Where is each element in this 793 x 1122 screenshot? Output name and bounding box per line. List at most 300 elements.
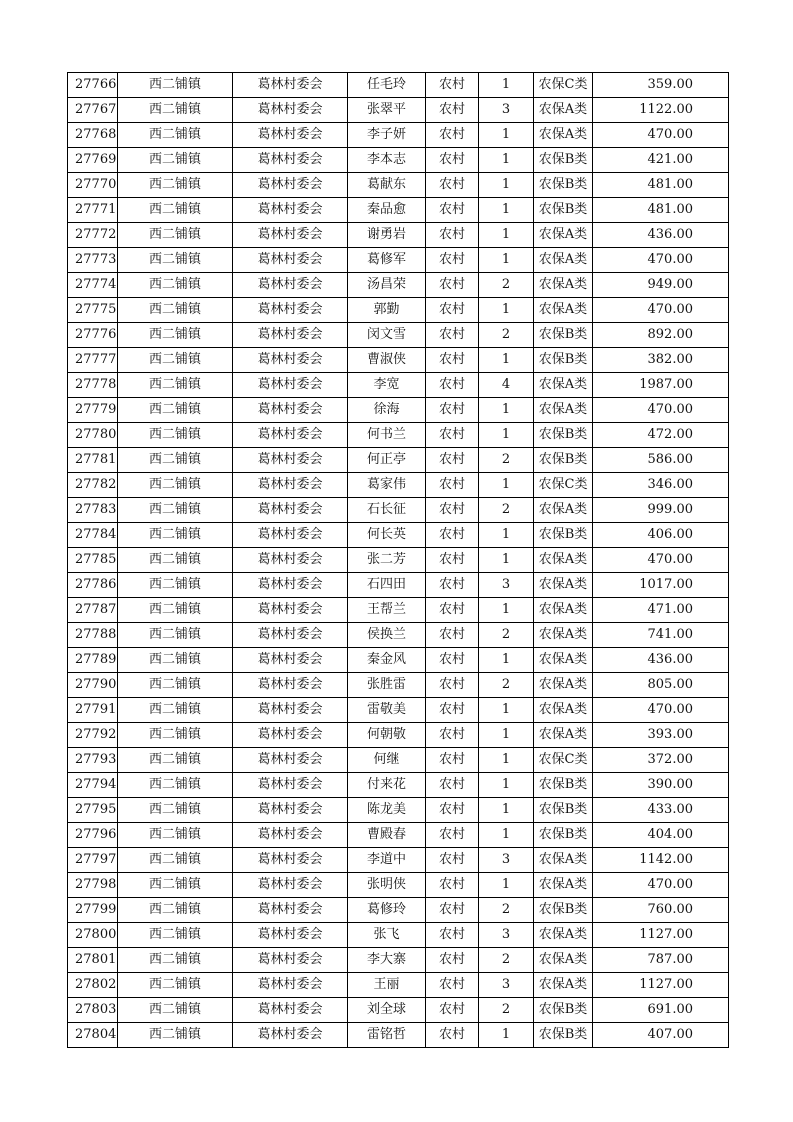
cell-household-type: 农村 (426, 873, 479, 898)
cell-household-type: 农村 (426, 323, 479, 348)
cell-record-id: 27773 (68, 248, 118, 273)
cell-town: 西二铺镇 (118, 948, 233, 973)
cell-town: 西二铺镇 (118, 598, 233, 623)
cell-village-committee: 葛林村委会 (233, 423, 348, 448)
cell-household-size: 1 (479, 473, 534, 498)
cell-village-committee: 葛林村委会 (233, 298, 348, 323)
cell-record-id: 27786 (68, 573, 118, 598)
cell-household-type: 农村 (426, 473, 479, 498)
cell-record-id: 27780 (68, 423, 118, 448)
cell-name: 葛献东 (348, 173, 426, 198)
cell-amount: 436.00 (593, 648, 729, 673)
cell-insurance-category: 农保A类 (534, 648, 593, 673)
cell-household-type: 农村 (426, 373, 479, 398)
cell-village-committee: 葛林村委会 (233, 623, 348, 648)
cell-name: 李本志 (348, 148, 426, 173)
table-row (68, 898, 729, 923)
cell-village-committee: 葛林村委会 (233, 123, 348, 148)
cell-town: 西二铺镇 (118, 298, 233, 323)
cell-village-committee: 葛林村委会 (233, 873, 348, 898)
cell-insurance-category: 农保B类 (534, 323, 593, 348)
cell-name: 葛修军 (348, 248, 426, 273)
cell-household-size: 3 (479, 98, 534, 123)
cell-household-size: 2 (479, 448, 534, 473)
cell-amount: 1017.00 (593, 573, 729, 598)
cell-town: 西二铺镇 (118, 773, 233, 798)
cell-amount: 481.00 (593, 173, 729, 198)
cell-amount: 382.00 (593, 348, 729, 373)
cell-household-type: 农村 (426, 548, 479, 573)
cell-insurance-category: 农保A类 (534, 123, 593, 148)
table-row (68, 773, 729, 798)
cell-record-id: 27804 (68, 1023, 118, 1048)
cell-amount: 1142.00 (593, 848, 729, 873)
benefit-table (67, 72, 729, 1048)
cell-town: 西二铺镇 (118, 648, 233, 673)
table-row (68, 498, 729, 523)
cell-household-size: 1 (479, 1023, 534, 1048)
cell-town: 西二铺镇 (118, 998, 233, 1023)
cell-record-id: 27795 (68, 798, 118, 823)
cell-household-size: 1 (479, 173, 534, 198)
cell-household-type: 农村 (426, 498, 479, 523)
cell-village-committee: 葛林村委会 (233, 523, 348, 548)
cell-household-size: 1 (479, 73, 534, 98)
cell-amount: 471.00 (593, 598, 729, 623)
table-row (68, 548, 729, 573)
table-row (68, 673, 729, 698)
cell-household-type: 农村 (426, 123, 479, 148)
cell-household-type: 农村 (426, 748, 479, 773)
cell-household-size: 1 (479, 748, 534, 773)
cell-amount: 999.00 (593, 498, 729, 523)
cell-record-id: 27775 (68, 298, 118, 323)
cell-household-size: 2 (479, 323, 534, 348)
cell-amount: 892.00 (593, 323, 729, 348)
cell-village-committee: 葛林村委会 (233, 498, 348, 523)
cell-town: 西二铺镇 (118, 198, 233, 223)
cell-record-id: 27777 (68, 348, 118, 373)
cell-name: 何长英 (348, 523, 426, 548)
table-row (68, 598, 729, 623)
cell-insurance-category: 农保A类 (534, 948, 593, 973)
cell-household-type: 农村 (426, 1023, 479, 1048)
cell-insurance-category: 农保C类 (534, 748, 593, 773)
cell-name: 曹淑侠 (348, 348, 426, 373)
cell-name: 张胜雷 (348, 673, 426, 698)
cell-insurance-category: 农保B类 (534, 523, 593, 548)
cell-name: 谢勇岩 (348, 223, 426, 248)
cell-village-committee: 葛林村委会 (233, 448, 348, 473)
table-row (68, 723, 729, 748)
cell-household-type: 农村 (426, 648, 479, 673)
cell-household-type: 农村 (426, 248, 479, 273)
cell-household-type: 农村 (426, 398, 479, 423)
cell-household-type: 农村 (426, 298, 479, 323)
cell-name: 闵文雪 (348, 323, 426, 348)
cell-insurance-category: 农保A类 (534, 273, 593, 298)
cell-village-committee: 葛林村委会 (233, 798, 348, 823)
cell-household-type: 农村 (426, 723, 479, 748)
cell-name: 付来花 (348, 773, 426, 798)
cell-name: 张飞 (348, 923, 426, 948)
cell-household-type: 农村 (426, 148, 479, 173)
cell-name: 陈龙美 (348, 798, 426, 823)
table-row (68, 398, 729, 423)
cell-name: 王帮兰 (348, 598, 426, 623)
cell-household-size: 3 (479, 973, 534, 998)
cell-record-id: 27792 (68, 723, 118, 748)
cell-village-committee: 葛林村委会 (233, 773, 348, 798)
cell-household-type: 农村 (426, 223, 479, 248)
cell-household-type: 农村 (426, 348, 479, 373)
cell-village-committee: 葛林村委会 (233, 248, 348, 273)
cell-record-id: 27799 (68, 898, 118, 923)
cell-insurance-category: 农保A类 (534, 548, 593, 573)
cell-record-id: 27766 (68, 73, 118, 98)
table-row (68, 173, 729, 198)
cell-household-size: 2 (479, 273, 534, 298)
table-row (68, 323, 729, 348)
cell-name: 李大寨 (348, 948, 426, 973)
cell-insurance-category: 农保A类 (534, 723, 593, 748)
cell-insurance-category: 农保B类 (534, 823, 593, 848)
cell-household-size: 3 (479, 923, 534, 948)
cell-household-type: 农村 (426, 273, 479, 298)
cell-household-type: 农村 (426, 173, 479, 198)
cell-household-size: 2 (479, 623, 534, 648)
cell-insurance-category: 农保A类 (534, 298, 593, 323)
cell-amount: 470.00 (593, 298, 729, 323)
cell-amount: 436.00 (593, 223, 729, 248)
cell-name: 李道中 (348, 848, 426, 873)
cell-record-id: 27781 (68, 448, 118, 473)
cell-name: 何书兰 (348, 423, 426, 448)
cell-record-id: 27790 (68, 673, 118, 698)
cell-amount: 470.00 (593, 873, 729, 898)
table-row (68, 848, 729, 873)
cell-village-committee: 葛林村委会 (233, 273, 348, 298)
cell-household-size: 1 (479, 798, 534, 823)
cell-household-size: 1 (479, 198, 534, 223)
cell-amount: 359.00 (593, 73, 729, 98)
cell-town: 西二铺镇 (118, 248, 233, 273)
cell-village-committee: 葛林村委会 (233, 823, 348, 848)
cell-record-id: 27801 (68, 948, 118, 973)
cell-town: 西二铺镇 (118, 98, 233, 123)
cell-household-size: 3 (479, 848, 534, 873)
cell-insurance-category: 农保B类 (534, 148, 593, 173)
cell-record-id: 27791 (68, 698, 118, 723)
table-row (68, 1023, 729, 1048)
cell-record-id: 27782 (68, 473, 118, 498)
table-row (68, 248, 729, 273)
cell-name: 徐海 (348, 398, 426, 423)
cell-household-size: 1 (479, 298, 534, 323)
cell-household-type: 农村 (426, 73, 479, 98)
table-row (68, 423, 729, 448)
cell-name: 李宽 (348, 373, 426, 398)
cell-amount: 1987.00 (593, 373, 729, 398)
cell-insurance-category: 农保B类 (534, 423, 593, 448)
cell-insurance-category: 农保C类 (534, 473, 593, 498)
cell-village-committee: 葛林村委会 (233, 473, 348, 498)
table-row (68, 873, 729, 898)
table-row (68, 698, 729, 723)
cell-insurance-category: 农保A类 (534, 373, 593, 398)
cell-name: 李子妍 (348, 123, 426, 148)
cell-household-size: 1 (479, 148, 534, 173)
cell-record-id: 27770 (68, 173, 118, 198)
cell-name: 刘全球 (348, 998, 426, 1023)
table-row (68, 648, 729, 673)
cell-name: 曹殿春 (348, 823, 426, 848)
cell-household-type: 农村 (426, 923, 479, 948)
cell-village-committee: 葛林村委会 (233, 673, 348, 698)
cell-village-committee: 葛林村委会 (233, 973, 348, 998)
cell-town: 西二铺镇 (118, 223, 233, 248)
cell-town: 西二铺镇 (118, 498, 233, 523)
cell-amount: 372.00 (593, 748, 729, 773)
cell-insurance-category: 农保A类 (534, 573, 593, 598)
cell-amount: 470.00 (593, 548, 729, 573)
cell-amount: 1127.00 (593, 973, 729, 998)
cell-household-size: 2 (479, 948, 534, 973)
cell-household-type: 农村 (426, 773, 479, 798)
cell-amount: 1127.00 (593, 923, 729, 948)
cell-town: 西二铺镇 (118, 423, 233, 448)
table-row (68, 973, 729, 998)
cell-village-committee: 葛林村委会 (233, 98, 348, 123)
cell-village-committee: 葛林村委会 (233, 848, 348, 873)
cell-insurance-category: 农保A类 (534, 698, 593, 723)
cell-town: 西二铺镇 (118, 748, 233, 773)
cell-amount: 421.00 (593, 148, 729, 173)
cell-insurance-category: 农保C类 (534, 73, 593, 98)
cell-village-committee: 葛林村委会 (233, 398, 348, 423)
cell-household-type: 农村 (426, 448, 479, 473)
cell-town: 西二铺镇 (118, 723, 233, 748)
table-row (68, 523, 729, 548)
cell-insurance-category: 农保A类 (534, 248, 593, 273)
table-row (68, 373, 729, 398)
cell-village-committee: 葛林村委会 (233, 723, 348, 748)
cell-household-size: 1 (479, 248, 534, 273)
cell-name: 郭勤 (348, 298, 426, 323)
cell-insurance-category: 农保A类 (534, 673, 593, 698)
cell-town: 西二铺镇 (118, 798, 233, 823)
cell-town: 西二铺镇 (118, 173, 233, 198)
cell-amount: 470.00 (593, 248, 729, 273)
cell-town: 西二铺镇 (118, 623, 233, 648)
cell-town: 西二铺镇 (118, 273, 233, 298)
cell-amount: 470.00 (593, 698, 729, 723)
cell-record-id: 27778 (68, 373, 118, 398)
cell-amount: 1122.00 (593, 98, 729, 123)
cell-town: 西二铺镇 (118, 473, 233, 498)
cell-record-id: 27803 (68, 998, 118, 1023)
cell-village-committee: 葛林村委会 (233, 748, 348, 773)
cell-household-type: 农村 (426, 848, 479, 873)
cell-insurance-category: 农保A类 (534, 848, 593, 873)
cell-amount: 741.00 (593, 623, 729, 648)
cell-record-id: 27798 (68, 873, 118, 898)
cell-household-size: 3 (479, 573, 534, 598)
cell-village-committee: 葛林村委会 (233, 73, 348, 98)
cell-household-type: 农村 (426, 698, 479, 723)
cell-name: 王丽 (348, 973, 426, 998)
table-row (68, 798, 729, 823)
cell-amount: 691.00 (593, 998, 729, 1023)
cell-insurance-category: 农保A类 (534, 973, 593, 998)
cell-household-type: 农村 (426, 98, 479, 123)
cell-town: 西二铺镇 (118, 573, 233, 598)
cell-amount: 470.00 (593, 398, 729, 423)
cell-record-id: 27794 (68, 773, 118, 798)
cell-amount: 390.00 (593, 773, 729, 798)
cell-town: 西二铺镇 (118, 448, 233, 473)
table-row (68, 73, 729, 98)
cell-town: 西二铺镇 (118, 873, 233, 898)
cell-amount: 760.00 (593, 898, 729, 923)
table-row (68, 223, 729, 248)
cell-household-size: 1 (479, 723, 534, 748)
cell-town: 西二铺镇 (118, 698, 233, 723)
cell-name: 汤昌荣 (348, 273, 426, 298)
cell-household-type: 农村 (426, 573, 479, 598)
cell-name: 侯换兰 (348, 623, 426, 648)
cell-record-id: 27788 (68, 623, 118, 648)
cell-town: 西二铺镇 (118, 673, 233, 698)
cell-town: 西二铺镇 (118, 548, 233, 573)
cell-village-committee: 葛林村委会 (233, 648, 348, 673)
cell-household-type: 农村 (426, 523, 479, 548)
cell-village-committee: 葛林村委会 (233, 948, 348, 973)
cell-amount: 433.00 (593, 798, 729, 823)
cell-insurance-category: 农保A类 (534, 873, 593, 898)
cell-insurance-category: 农保B类 (534, 1023, 593, 1048)
cell-insurance-category: 农保B类 (534, 348, 593, 373)
cell-name: 雷铭哲 (348, 1023, 426, 1048)
cell-household-type: 农村 (426, 198, 479, 223)
cell-household-size: 1 (479, 523, 534, 548)
cell-household-size: 1 (479, 598, 534, 623)
cell-record-id: 27769 (68, 148, 118, 173)
cell-household-type: 农村 (426, 623, 479, 648)
cell-insurance-category: 农保A类 (534, 623, 593, 648)
cell-amount: 404.00 (593, 823, 729, 848)
cell-village-committee: 葛林村委会 (233, 323, 348, 348)
cell-insurance-category: 农保B类 (534, 198, 593, 223)
cell-household-type: 农村 (426, 948, 479, 973)
cell-insurance-category: 农保B类 (534, 998, 593, 1023)
cell-village-committee: 葛林村委会 (233, 998, 348, 1023)
cell-amount: 406.00 (593, 523, 729, 548)
cell-record-id: 27784 (68, 523, 118, 548)
cell-record-id: 27797 (68, 848, 118, 873)
cell-village-committee: 葛林村委会 (233, 198, 348, 223)
cell-town: 西二铺镇 (118, 1023, 233, 1048)
cell-record-id: 27776 (68, 323, 118, 348)
table-row (68, 623, 729, 648)
cell-record-id: 27787 (68, 598, 118, 623)
cell-village-committee: 葛林村委会 (233, 348, 348, 373)
cell-town: 西二铺镇 (118, 523, 233, 548)
cell-household-size: 1 (479, 648, 534, 673)
cell-household-type: 农村 (426, 998, 479, 1023)
cell-household-size: 2 (479, 898, 534, 923)
table-row (68, 298, 729, 323)
cell-record-id: 27779 (68, 398, 118, 423)
cell-name: 任毛玲 (348, 73, 426, 98)
cell-town: 西二铺镇 (118, 148, 233, 173)
table-row (68, 348, 729, 373)
table-row (68, 198, 729, 223)
cell-village-committee: 葛林村委会 (233, 698, 348, 723)
cell-village-committee: 葛林村委会 (233, 923, 348, 948)
cell-household-size: 1 (479, 348, 534, 373)
cell-village-committee: 葛林村委会 (233, 573, 348, 598)
cell-household-type: 农村 (426, 673, 479, 698)
table-row (68, 923, 729, 948)
cell-name: 葛修玲 (348, 898, 426, 923)
cell-household-type: 农村 (426, 898, 479, 923)
cell-amount: 805.00 (593, 673, 729, 698)
cell-name: 何朝敬 (348, 723, 426, 748)
cell-record-id: 27768 (68, 123, 118, 148)
cell-household-type: 农村 (426, 598, 479, 623)
table-row (68, 473, 729, 498)
cell-household-size: 2 (479, 998, 534, 1023)
cell-household-size: 1 (479, 548, 534, 573)
cell-record-id: 27783 (68, 498, 118, 523)
table-row (68, 748, 729, 773)
cell-name: 何继 (348, 748, 426, 773)
cell-name: 张明侠 (348, 873, 426, 898)
cell-household-size: 1 (479, 423, 534, 448)
cell-name: 雷敬美 (348, 698, 426, 723)
cell-household-type: 农村 (426, 798, 479, 823)
cell-amount: 407.00 (593, 1023, 729, 1048)
cell-town: 西二铺镇 (118, 898, 233, 923)
cell-town: 西二铺镇 (118, 373, 233, 398)
cell-record-id: 27802 (68, 973, 118, 998)
cell-name: 石长征 (348, 498, 426, 523)
cell-village-committee: 葛林村委会 (233, 548, 348, 573)
table-row (68, 123, 729, 148)
cell-household-size: 1 (479, 698, 534, 723)
cell-town: 西二铺镇 (118, 823, 233, 848)
cell-name: 何正亭 (348, 448, 426, 473)
cell-town: 西二铺镇 (118, 348, 233, 373)
cell-record-id: 27785 (68, 548, 118, 573)
cell-town: 西二铺镇 (118, 123, 233, 148)
cell-amount: 787.00 (593, 948, 729, 973)
cell-village-committee: 葛林村委会 (233, 898, 348, 923)
cell-household-size: 1 (479, 873, 534, 898)
cell-insurance-category: 农保B类 (534, 773, 593, 798)
cell-village-committee: 葛林村委会 (233, 1023, 348, 1048)
cell-amount: 481.00 (593, 198, 729, 223)
cell-name: 张翠平 (348, 98, 426, 123)
cell-record-id: 27800 (68, 923, 118, 948)
cell-insurance-category: 农保A类 (534, 498, 593, 523)
table-row (68, 273, 729, 298)
cell-name: 秦品愈 (348, 198, 426, 223)
cell-name: 石四田 (348, 573, 426, 598)
cell-record-id: 27771 (68, 198, 118, 223)
cell-name: 张二芳 (348, 548, 426, 573)
